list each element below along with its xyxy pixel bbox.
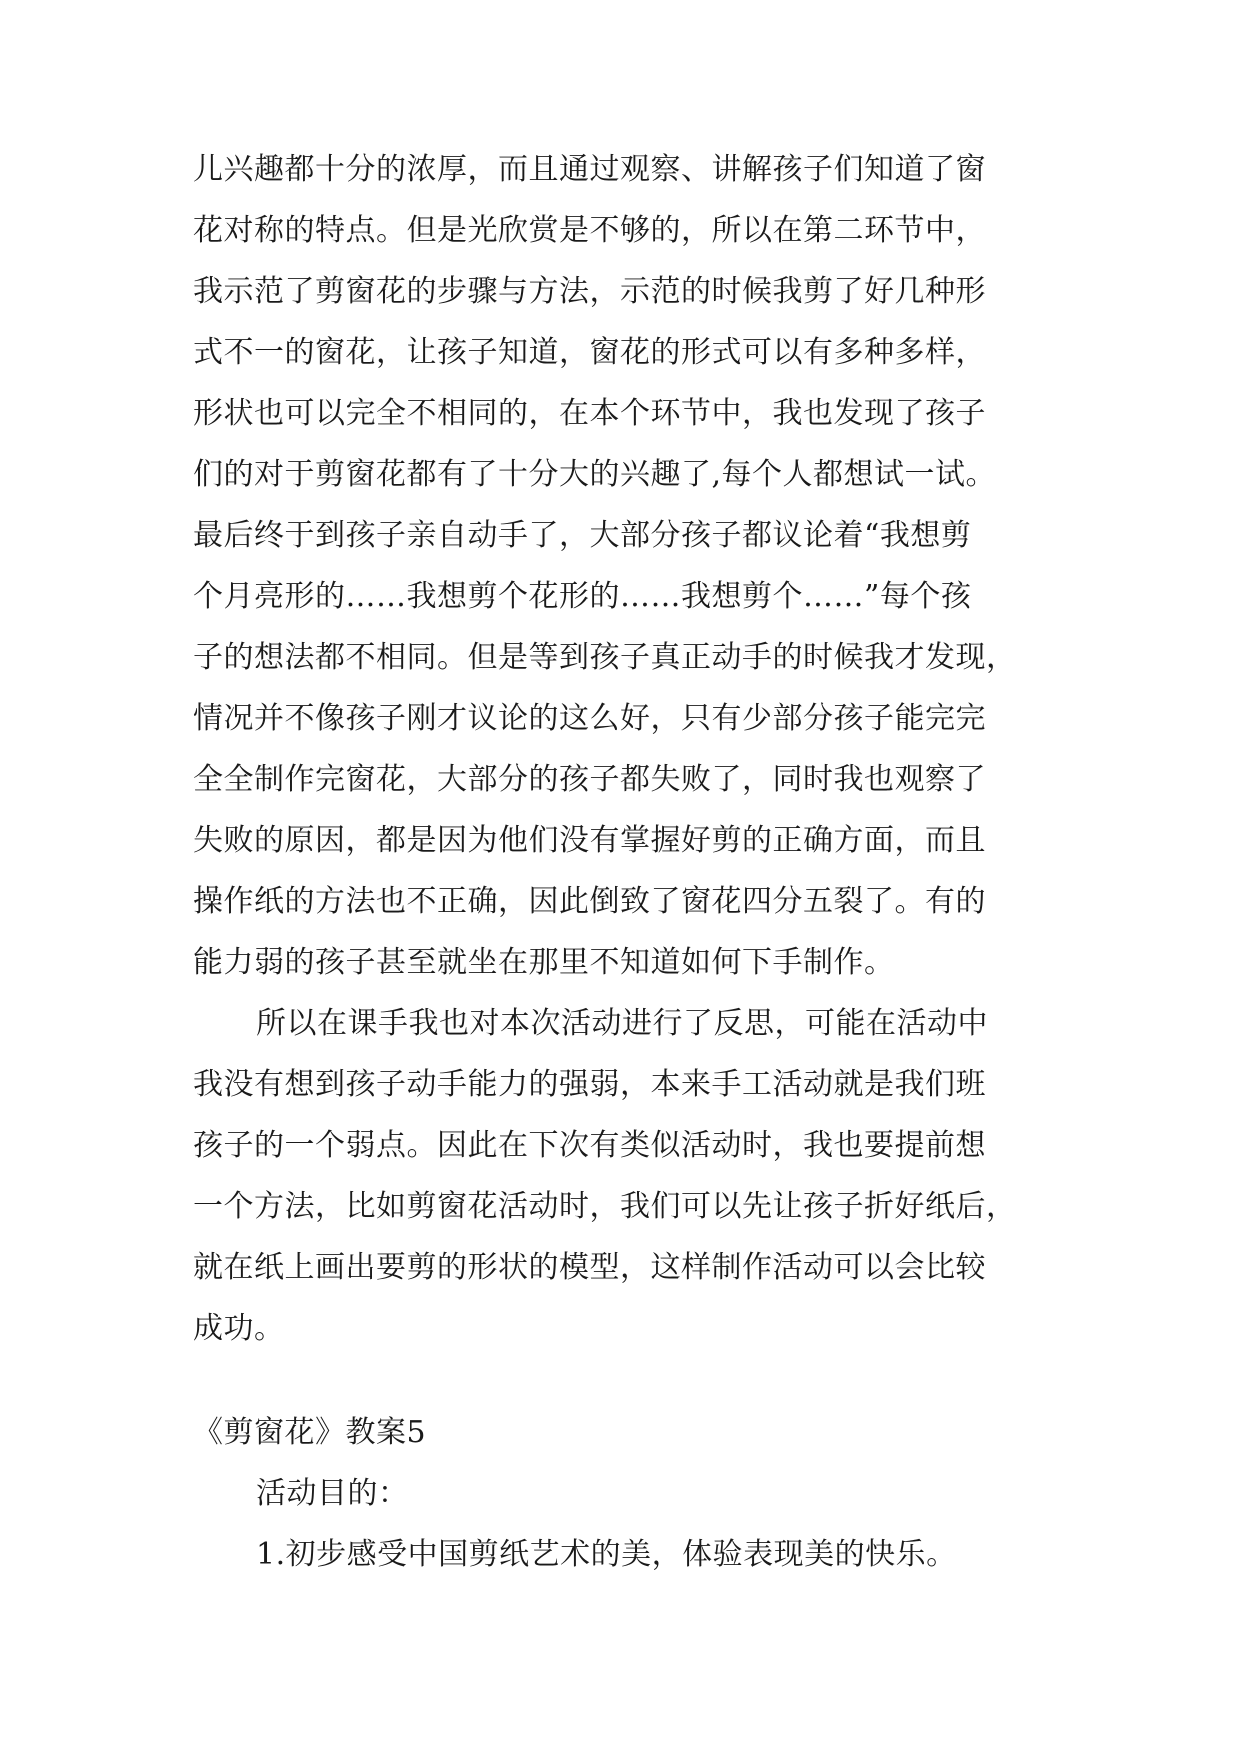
body-line: 最后终于到孩子亲自动手了，大部分孩子都议论着“我想剪 (193, 518, 972, 553)
body-line: 成功。 (193, 1311, 285, 1346)
body-line: 式不一的窗花，让孩子知道，窗花的形式可以有多种多样， (193, 335, 986, 370)
section-title: 《剪窗花》教案5 (193, 1415, 427, 1450)
body-line: 我示范了剪窗花的步骤与方法，示范的时候我剪了好几种形 (193, 274, 986, 309)
body-line: 全全制作完窗花，大部分的孩子都失败了，同时我也观察了 (193, 762, 986, 797)
body-line: 子的想法都不相同。但是等到孩子真正动手的时候我才发现， (193, 640, 1017, 675)
body-line: 形状也可以完全不相同的，在本个环节中，我也发现了孩子 (193, 396, 986, 431)
body-line: 孩子的一个弱点。因此在下次有类似活动时，我也要提前想 (193, 1128, 986, 1163)
section-subheading: 活动目的： (256, 1476, 409, 1511)
paragraph-start-line: 所以在课手我也对本次活动进行了反思，可能在活动中 (256, 1006, 988, 1041)
body-line: 失败的原因，都是因为他们没有掌握好剪的正确方面，而且 (193, 823, 986, 858)
body-line: 一个方法，比如剪窗花活动时，我们可以先让孩子折好纸后， (193, 1189, 1017, 1224)
body-line: 我没有想到孩子动手能力的强弱，本来手工活动就是我们班 (193, 1067, 986, 1102)
list-item: 1.初步感受中国剪纸艺术的美，体验表现美的快乐。 (256, 1537, 957, 1572)
body-line: 个月亮形的……我想剪个花形的……我想剪个……”每个孩 (193, 579, 972, 614)
body-line: 能力弱的孩子甚至就坐在那里不知道如何下手制作。 (193, 945, 895, 980)
body-line: 们的对于剪窗花都有了十分大的兴趣了,每个人都想试一试。 (193, 457, 997, 492)
body-line: 操作纸的方法也不正确，因此倒致了窗花四分五裂了。有的 (193, 884, 986, 919)
body-line: 儿兴趣都十分的浓厚，而且通过观察、讲解孩子们知道了窗 (193, 152, 986, 187)
body-line: 情况并不像孩子刚才议论的这么好，只有少部分孩子能完完 (193, 701, 986, 736)
body-line: 花对称的特点。但是光欣赏是不够的，所以在第二环节中， (193, 213, 986, 248)
body-line: 就在纸上画出要剪的形状的模型，这样制作活动可以会比较 (193, 1250, 986, 1285)
